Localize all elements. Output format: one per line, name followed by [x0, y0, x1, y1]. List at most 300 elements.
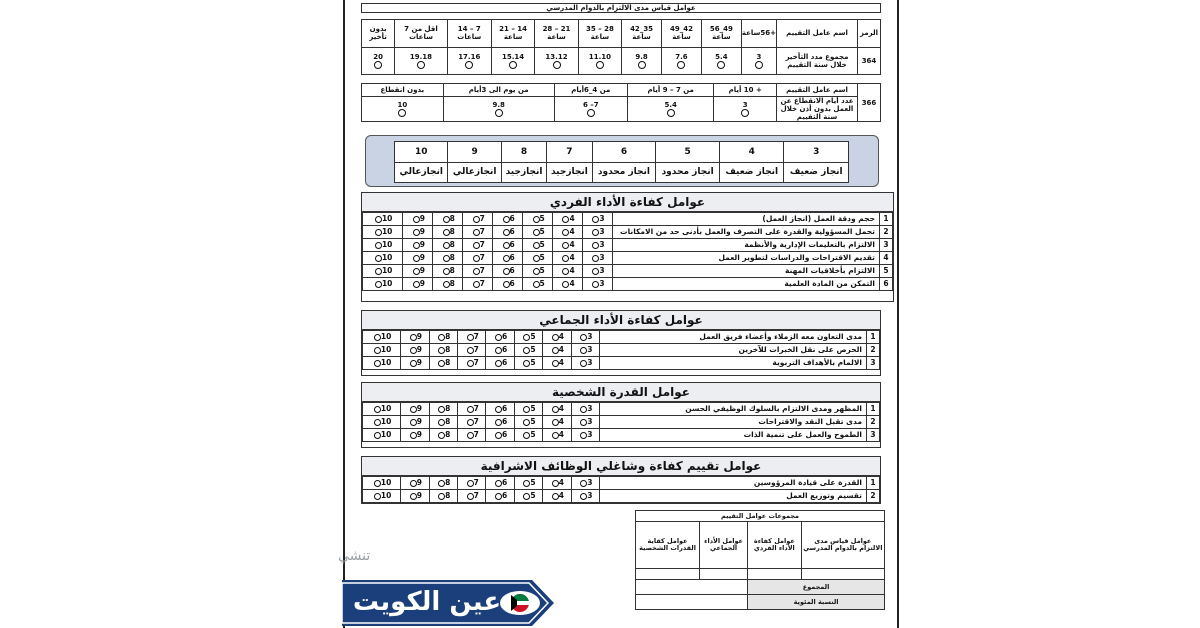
- radio-circle-icon[interactable]: [495, 432, 502, 439]
- radio-circle-icon[interactable]: [473, 255, 480, 262]
- rating-option[interactable]: [403, 226, 433, 239]
- rating-option[interactable]: [571, 357, 599, 370]
- factor-label: المظهر ومدى الالتزام بالسلوك الوظيفي الحسن: [600, 403, 867, 416]
- radio-circle-icon[interactable]: [413, 216, 420, 223]
- radio-circle-icon[interactable]: [755, 61, 763, 69]
- rating-option[interactable]: [457, 344, 485, 357]
- factor-row: [363, 226, 893, 239]
- rating-option[interactable]: [429, 331, 457, 344]
- radio-circle-icon[interactable]: [467, 432, 474, 439]
- radio-circle-icon[interactable]: [374, 432, 381, 439]
- score-cell[interactable]: 10: [362, 97, 444, 122]
- rating-option[interactable]: [403, 239, 433, 252]
- rating-option[interactable]: [401, 344, 429, 357]
- radio-circle-icon[interactable]: [413, 229, 420, 236]
- radio-circle-icon[interactable]: [503, 229, 510, 236]
- factor-number: 3: [880, 239, 893, 252]
- radio-circle-icon[interactable]: [443, 229, 450, 236]
- radio-circle-icon[interactable]: [374, 334, 381, 341]
- rating-option[interactable]: [463, 265, 493, 278]
- radio-circle-icon[interactable]: [410, 493, 417, 500]
- rating-value: 10: [380, 478, 392, 487]
- radio-circle-icon[interactable]: [413, 268, 420, 275]
- radio-circle-icon[interactable]: [533, 216, 540, 223]
- rating-option[interactable]: [543, 490, 571, 503]
- radio-circle-icon[interactable]: [473, 229, 480, 236]
- summary-cell[interactable]: [801, 569, 884, 580]
- radio-circle-icon[interactable]: [509, 61, 517, 69]
- rating-option[interactable]: [571, 403, 599, 416]
- rating-option[interactable]: [553, 252, 583, 265]
- factor-row: [363, 344, 880, 357]
- radio-circle-icon[interactable]: [374, 360, 381, 367]
- radio-circle-icon[interactable]: [417, 61, 425, 69]
- rating-value: 3: [599, 266, 605, 275]
- rating-option[interactable]: [401, 490, 429, 503]
- radio-circle-icon[interactable]: [443, 216, 450, 223]
- rating-value: 4: [558, 404, 564, 413]
- rating-option[interactable]: [401, 429, 429, 442]
- score-cell[interactable]: 15.14: [491, 47, 534, 75]
- radio-circle-icon[interactable]: [467, 334, 474, 341]
- radio-circle-icon[interactable]: [374, 406, 381, 413]
- rating-option[interactable]: [403, 265, 433, 278]
- radio-circle-icon[interactable]: [717, 61, 725, 69]
- rating-option[interactable]: [486, 403, 514, 416]
- radio-circle-icon[interactable]: [495, 480, 502, 487]
- rating-value: 9: [416, 430, 422, 439]
- rating-option[interactable]: [493, 265, 523, 278]
- rating-option[interactable]: [401, 416, 429, 429]
- rating-value: 5: [530, 478, 536, 487]
- rating-value: 3: [599, 253, 605, 262]
- radio-circle-icon[interactable]: [552, 493, 559, 500]
- score-cell[interactable]: 5.4: [627, 97, 714, 122]
- radio-circle-icon[interactable]: [375, 229, 382, 236]
- rating-option[interactable]: [486, 429, 514, 442]
- radio-circle-icon[interactable]: [413, 242, 420, 249]
- rating-value: 7: [479, 253, 485, 262]
- radio-circle-icon[interactable]: [374, 493, 381, 500]
- rating-value: 9: [416, 358, 422, 367]
- kuwait-eye-icon: [500, 591, 540, 615]
- rating-option[interactable]: [553, 226, 583, 239]
- factor-row: [363, 252, 893, 265]
- radio-circle-icon[interactable]: [410, 480, 417, 487]
- radio-circle-icon[interactable]: [375, 216, 382, 223]
- radio-circle-icon[interactable]: [374, 61, 382, 69]
- rating-option[interactable]: [514, 490, 542, 503]
- rating-option[interactable]: [493, 278, 523, 291]
- rating-option[interactable]: [543, 477, 571, 490]
- radio-circle-icon[interactable]: [374, 419, 381, 426]
- radio-circle-icon[interactable]: [677, 61, 685, 69]
- rating-value: 3: [587, 404, 593, 413]
- rating-option[interactable]: [363, 490, 401, 503]
- rating-value: 10: [381, 279, 393, 288]
- level-header: من 4_6أيام: [554, 84, 627, 97]
- rating-option[interactable]: [571, 344, 599, 357]
- radio-circle-icon[interactable]: [410, 347, 417, 354]
- radio-circle-icon[interactable]: [443, 242, 450, 249]
- rating-option[interactable]: [457, 403, 485, 416]
- rating-value: 6: [501, 478, 508, 487]
- radio-circle-icon[interactable]: [374, 347, 381, 354]
- rating-option[interactable]: [433, 239, 463, 252]
- level-header: 28 – 35 ساعة: [578, 20, 621, 48]
- total-value[interactable]: [636, 580, 748, 595]
- radio-circle-icon[interactable]: [741, 109, 749, 117]
- rating-value: 8: [445, 491, 451, 500]
- radio-circle-icon[interactable]: [638, 61, 646, 69]
- rating-value: 5: [530, 332, 536, 341]
- rating-value: 3: [587, 417, 593, 426]
- scale-label: انجاز ضعيف: [784, 162, 849, 183]
- rating-option[interactable]: [493, 213, 523, 226]
- factor-number: 5: [880, 265, 893, 278]
- rating-value: 8: [445, 417, 451, 426]
- rating-option[interactable]: [401, 331, 429, 344]
- rating-option[interactable]: [571, 331, 599, 344]
- rating-option[interactable]: [486, 490, 514, 503]
- score-cell[interactable]: 9.8: [443, 97, 554, 122]
- radio-circle-icon[interactable]: [413, 281, 420, 288]
- rating-value: 6: [509, 214, 515, 223]
- radio-circle-icon[interactable]: [495, 109, 503, 117]
- radio-circle-icon[interactable]: [410, 334, 417, 341]
- radio-circle-icon[interactable]: [495, 334, 502, 341]
- rating-option[interactable]: [543, 331, 571, 344]
- summary-cell[interactable]: [636, 569, 700, 580]
- factor-header: اسم عامل التقييم: [777, 84, 858, 97]
- radio-circle-icon[interactable]: [552, 419, 559, 426]
- factor-label: مدى تقبل النقد والاقتراحات: [600, 416, 867, 429]
- score-cell[interactable]: 3: [741, 47, 776, 75]
- rating-value: 10: [380, 358, 392, 367]
- radio-circle-icon[interactable]: [533, 281, 540, 288]
- factor-number: 1: [880, 213, 893, 226]
- radio-circle-icon[interactable]: [495, 406, 502, 413]
- rating-option[interactable]: [457, 477, 485, 490]
- rating-option[interactable]: [523, 213, 553, 226]
- rating-option[interactable]: [403, 213, 433, 226]
- summary-column: عوامل كفاءة الأداء الفردي: [748, 522, 801, 569]
- rating-option[interactable]: [514, 416, 542, 429]
- rating-value: 9: [419, 279, 425, 288]
- rating-option[interactable]: [457, 331, 485, 344]
- rating-option[interactable]: [514, 331, 542, 344]
- rating-option[interactable]: [457, 490, 485, 503]
- radio-circle-icon[interactable]: [552, 360, 559, 367]
- rating-option[interactable]: [363, 213, 403, 226]
- rating-option[interactable]: [571, 477, 599, 490]
- rating-option[interactable]: [433, 278, 463, 291]
- summary-cell[interactable]: [748, 569, 801, 580]
- rating-option[interactable]: [363, 416, 401, 429]
- rating-option[interactable]: [583, 239, 613, 252]
- radio-circle-icon[interactable]: [410, 360, 417, 367]
- score-cell[interactable]: 13.12: [535, 47, 578, 75]
- rating-value: 5: [530, 345, 536, 354]
- rating-option[interactable]: [583, 265, 613, 278]
- scale-number: 5: [656, 142, 720, 163]
- rating-option[interactable]: [433, 226, 463, 239]
- rating-option[interactable]: [363, 278, 403, 291]
- rating-option[interactable]: [433, 265, 463, 278]
- section-group-performance: [361, 310, 881, 376]
- rating-value: 10: [381, 214, 393, 223]
- radio-circle-icon[interactable]: [410, 406, 417, 413]
- radio-circle-icon[interactable]: [587, 109, 595, 117]
- rating-option[interactable]: [457, 416, 485, 429]
- rating-option[interactable]: [429, 344, 457, 357]
- radio-circle-icon[interactable]: [503, 255, 510, 262]
- rating-option[interactable]: [543, 344, 571, 357]
- rating-option[interactable]: [403, 278, 433, 291]
- rating-value: 10: [380, 345, 392, 354]
- rating-option[interactable]: [493, 226, 523, 239]
- rating-option[interactable]: [583, 226, 613, 239]
- radio-circle-icon[interactable]: [410, 419, 417, 426]
- radio-circle-icon[interactable]: [495, 347, 502, 354]
- rating-value: 7: [479, 266, 485, 275]
- scale-label: انجازعالي: [448, 162, 501, 183]
- summary-cell[interactable]: [700, 569, 748, 580]
- attendance-title: عوامل قياس مدى الالتزام بالدوام المدرسي: [361, 3, 881, 13]
- radio-circle-icon[interactable]: [398, 109, 406, 117]
- rating-value: 7: [473, 430, 479, 439]
- factor-row: [363, 331, 880, 344]
- score-cell[interactable]: 17.16: [447, 47, 491, 75]
- rating-option[interactable]: [493, 252, 523, 265]
- rating-value: 7: [473, 358, 479, 367]
- rating-option[interactable]: [543, 403, 571, 416]
- radio-circle-icon[interactable]: [467, 480, 474, 487]
- rating-option[interactable]: [363, 477, 401, 490]
- radio-circle-icon[interactable]: [473, 268, 480, 275]
- rating-option[interactable]: [463, 213, 493, 226]
- rating-option[interactable]: [433, 252, 463, 265]
- rating-option[interactable]: [523, 278, 553, 291]
- rating-option[interactable]: [571, 429, 599, 442]
- rating-option[interactable]: [457, 357, 485, 370]
- radio-circle-icon[interactable]: [410, 432, 417, 439]
- radio-circle-icon[interactable]: [503, 216, 510, 223]
- radio-circle-icon[interactable]: [465, 61, 473, 69]
- rating-option[interactable]: [433, 213, 463, 226]
- factor-number: 3: [867, 429, 880, 442]
- score-cell[interactable]: 20: [362, 47, 395, 75]
- factor-row: [363, 403, 880, 416]
- score-cell[interactable]: 5.4: [701, 47, 741, 75]
- radio-circle-icon[interactable]: [473, 281, 480, 288]
- radio-circle-icon[interactable]: [374, 480, 381, 487]
- absence-table: [361, 83, 881, 122]
- rating-option[interactable]: [486, 331, 514, 344]
- row-factor: عدد أيام الانقطاع عن العمل بدون أذن خلال سنة التقييم: [777, 97, 858, 122]
- radio-circle-icon[interactable]: [467, 347, 474, 354]
- logo-text: عين الكويت: [352, 587, 502, 617]
- radio-circle-icon[interactable]: [495, 360, 502, 367]
- percent-value[interactable]: [636, 595, 748, 610]
- score-cell[interactable]: 7.6: [662, 47, 702, 75]
- rating-option[interactable]: [514, 429, 542, 442]
- rating-option[interactable]: [363, 429, 401, 442]
- rating-option[interactable]: [486, 344, 514, 357]
- score-cell[interactable]: 7– 6: [554, 97, 627, 122]
- rating-value: 5: [530, 430, 536, 439]
- section-individual-performance: [361, 192, 894, 302]
- radio-circle-icon[interactable]: [667, 109, 675, 117]
- rating-option[interactable]: [571, 490, 599, 503]
- radio-circle-icon[interactable]: [552, 334, 559, 341]
- rating-option[interactable]: [583, 252, 613, 265]
- rating-option[interactable]: [523, 226, 553, 239]
- rating-option[interactable]: [429, 403, 457, 416]
- rating-option[interactable]: [553, 265, 583, 278]
- radio-circle-icon[interactable]: [473, 216, 480, 223]
- rating-option[interactable]: [403, 252, 433, 265]
- rating-value: 6: [509, 279, 515, 288]
- radio-circle-icon[interactable]: [375, 281, 382, 288]
- score-cell[interactable]: 11.10: [578, 47, 621, 75]
- rating-option[interactable]: [429, 477, 457, 490]
- radio-circle-icon[interactable]: [467, 419, 474, 426]
- radio-circle-icon[interactable]: [552, 432, 559, 439]
- factor-label: تقسيم وتوزيع العمل: [600, 490, 867, 503]
- rating-option[interactable]: [463, 252, 493, 265]
- rating-option[interactable]: [583, 278, 613, 291]
- rating-option[interactable]: [514, 403, 542, 416]
- row-factor: مجموع مدد التأخير خلال سنة التقييم: [777, 47, 858, 75]
- rating-option[interactable]: [401, 357, 429, 370]
- radio-circle-icon[interactable]: [495, 419, 502, 426]
- radio-circle-icon[interactable]: [375, 268, 382, 275]
- rating-option[interactable]: [363, 265, 403, 278]
- rating-option[interactable]: [363, 226, 403, 239]
- rating-value: 7: [473, 491, 479, 500]
- factor-number: 1: [867, 331, 880, 344]
- factor-table: [362, 212, 893, 291]
- rating-option[interactable]: [514, 344, 542, 357]
- rating-option[interactable]: [543, 429, 571, 442]
- rating-option[interactable]: [553, 213, 583, 226]
- rating-option[interactable]: [401, 477, 429, 490]
- score-cell[interactable]: 19.18: [395, 47, 447, 75]
- rating-option[interactable]: [463, 239, 493, 252]
- radio-circle-icon[interactable]: [533, 255, 540, 262]
- factor-header: اسم عامل التقييم: [777, 20, 858, 48]
- radio-circle-icon[interactable]: [443, 281, 450, 288]
- rating-value: 4: [558, 478, 564, 487]
- radio-circle-icon[interactable]: [533, 229, 540, 236]
- radio-circle-icon[interactable]: [473, 242, 480, 249]
- score-cell[interactable]: 9.8: [622, 47, 662, 75]
- rating-option[interactable]: [486, 477, 514, 490]
- radio-circle-icon[interactable]: [552, 347, 559, 354]
- radio-circle-icon[interactable]: [533, 242, 540, 249]
- rating-option[interactable]: [523, 265, 553, 278]
- rating-option[interactable]: [514, 357, 542, 370]
- radio-circle-icon[interactable]: [503, 242, 510, 249]
- rating-option[interactable]: [429, 429, 457, 442]
- rating-option[interactable]: [363, 403, 401, 416]
- rating-option[interactable]: [486, 416, 514, 429]
- radio-circle-icon[interactable]: [467, 360, 474, 367]
- score-cell[interactable]: 3: [714, 97, 777, 122]
- rating-option[interactable]: [486, 357, 514, 370]
- level-header: اقل من 7 ساعات: [395, 20, 447, 48]
- radio-circle-icon[interactable]: [596, 61, 604, 69]
- radio-circle-icon[interactable]: [552, 480, 559, 487]
- radio-circle-icon[interactable]: [503, 281, 510, 288]
- rating-option[interactable]: [553, 278, 583, 291]
- radio-circle-icon[interactable]: [443, 268, 450, 275]
- rating-value: 10: [380, 332, 392, 341]
- rating-option[interactable]: [583, 213, 613, 226]
- rating-option[interactable]: [543, 357, 571, 370]
- radio-circle-icon[interactable]: [467, 406, 474, 413]
- radio-circle-icon[interactable]: [467, 493, 474, 500]
- rating-option[interactable]: [363, 252, 403, 265]
- radio-circle-icon[interactable]: [375, 255, 382, 262]
- rating-option[interactable]: [514, 477, 542, 490]
- rating-option[interactable]: [429, 357, 457, 370]
- rating-option[interactable]: [523, 239, 553, 252]
- radio-circle-icon[interactable]: [443, 255, 450, 262]
- rating-option[interactable]: [363, 357, 401, 370]
- total-label: المجموع: [748, 580, 885, 595]
- rating-option[interactable]: [401, 403, 429, 416]
- rating-value: 4: [569, 240, 575, 249]
- rating-option[interactable]: [493, 239, 523, 252]
- rating-value: 10: [381, 266, 393, 275]
- radio-circle-icon[interactable]: [375, 242, 382, 249]
- factor-row: [363, 213, 893, 226]
- row-code: 364: [858, 47, 881, 75]
- rating-option[interactable]: [571, 416, 599, 429]
- factor-label: الالمام بالأهداف التربوية: [600, 357, 867, 370]
- rating-option[interactable]: [463, 226, 493, 239]
- rating-value: 4: [558, 417, 564, 426]
- rating-value: 7: [473, 345, 479, 354]
- factor-row: [363, 357, 880, 370]
- rating-option[interactable]: [363, 344, 401, 357]
- factor-label: القدرة على قيادة المرؤوسين: [600, 477, 867, 490]
- rating-option[interactable]: [553, 239, 583, 252]
- rating-option[interactable]: [457, 429, 485, 442]
- radio-circle-icon[interactable]: [552, 406, 559, 413]
- radio-circle-icon[interactable]: [503, 268, 510, 275]
- radio-circle-icon[interactable]: [533, 268, 540, 275]
- radio-circle-icon[interactable]: [495, 493, 502, 500]
- rating-value: 4: [569, 227, 575, 236]
- radio-circle-icon[interactable]: [413, 255, 420, 262]
- rating-value: 4: [558, 430, 564, 439]
- rating-option[interactable]: [429, 416, 457, 429]
- rating-value: 3: [587, 358, 593, 367]
- rating-option[interactable]: [363, 239, 403, 252]
- radio-circle-icon[interactable]: [553, 61, 561, 69]
- rating-option[interactable]: [463, 278, 493, 291]
- rating-option[interactable]: [429, 490, 457, 503]
- rating-value: 4: [558, 332, 564, 341]
- rating-value: 8: [449, 227, 455, 236]
- rating-option[interactable]: [523, 252, 553, 265]
- rating-option[interactable]: [543, 416, 571, 429]
- rating-value: 8: [445, 478, 451, 487]
- rating-option[interactable]: [363, 331, 401, 344]
